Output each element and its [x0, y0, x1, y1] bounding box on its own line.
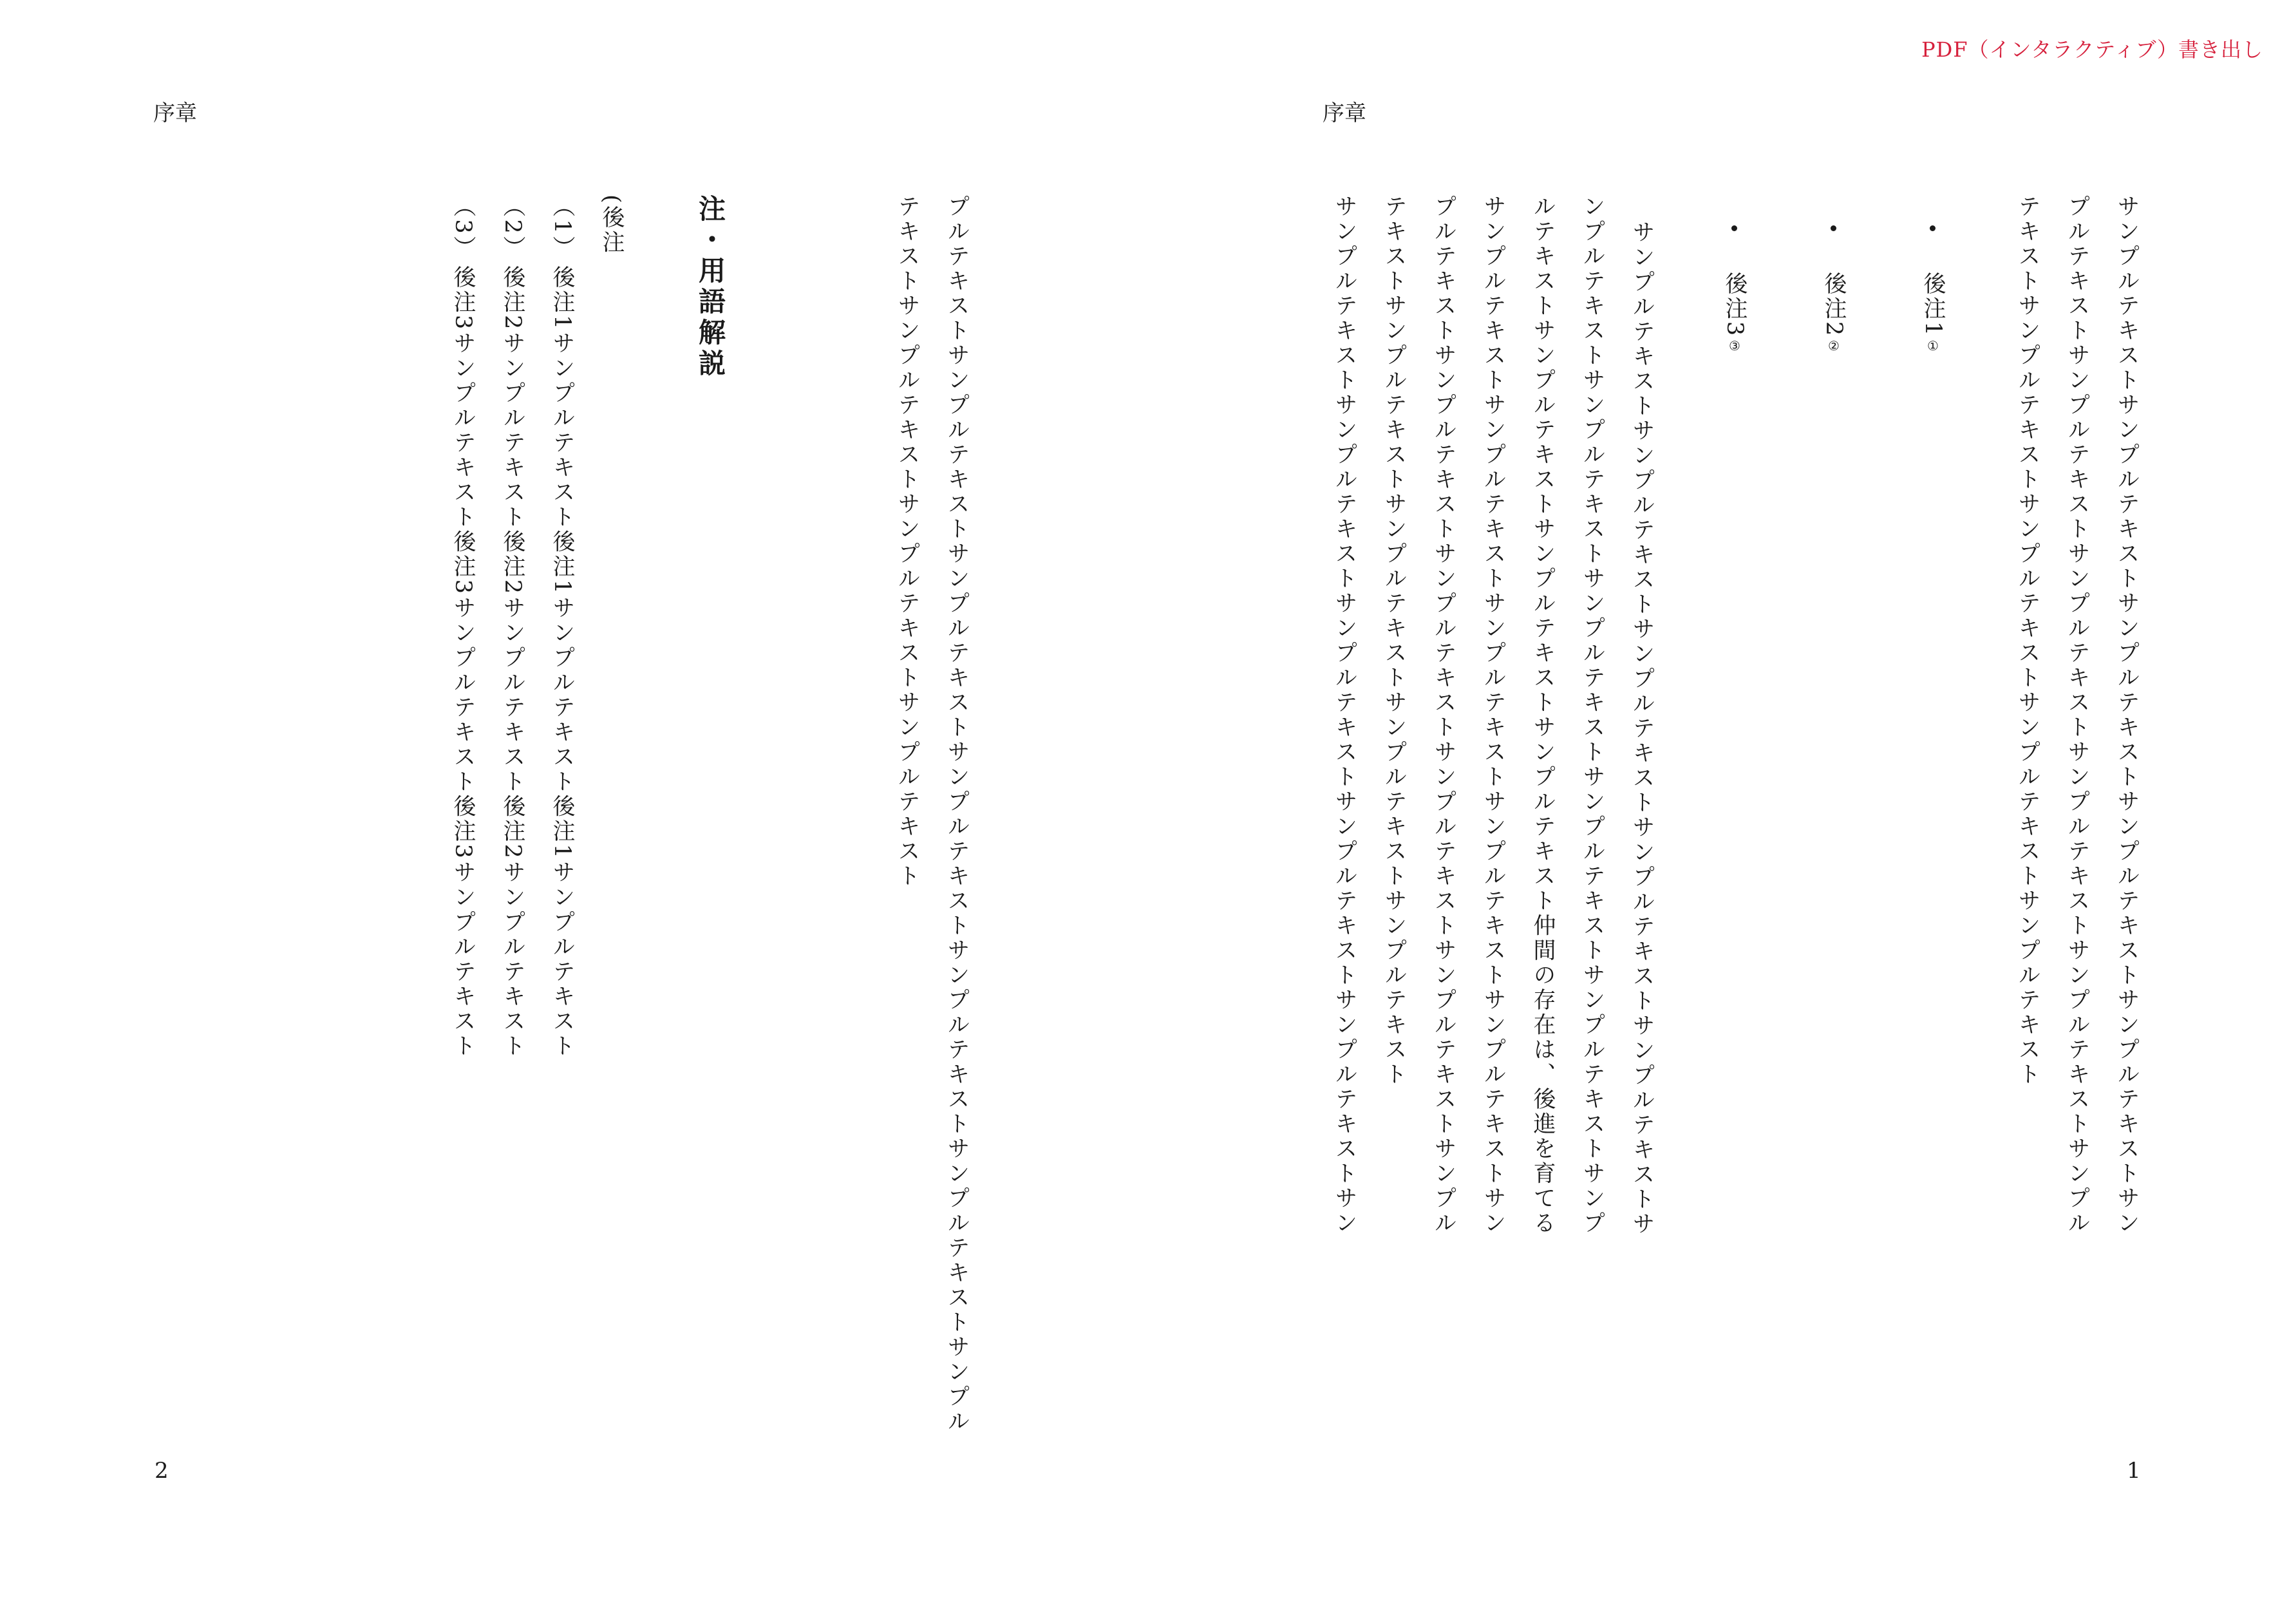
endnote-1-text: 後注1サンプルテキスト後注1サンプルテキスト後注1サンプルテキスト — [549, 265, 575, 1059]
notes-heading: 注・用語解説 — [695, 194, 726, 380]
body-line: テキストサンプルテキストサンプルテキストサンプルテキストサンプルテキスト — [1381, 194, 1407, 1087]
endnote-3-mark: （3） — [450, 194, 476, 261]
list-item-1-text — [1921, 272, 1944, 355]
intro-line: サンプルテキストサンプルテキストサンプルテキストサンプルテキストサンプルテキストサン — [2114, 194, 2140, 1236]
endnote-3-text: 後注3サンプルテキスト後注3サンプルテキスト後注3サンプルテキスト — [450, 265, 476, 1059]
footnote-ref-1[interactable]: ① — [1925, 337, 1941, 356]
page-number-right: 1 — [2127, 1458, 2141, 1484]
body-line: サンプルテキストサンプルテキストサンプルテキストサンプルテキストサンプルテキストサン — [1480, 194, 1506, 1236]
list-item-text: 後注1 — [1920, 272, 1946, 338]
body-line: ルテキストサンプルテキストサンプルテキストサンプルテキスト仲間の存在は、後進を育てる — [1530, 194, 1556, 1236]
body-line: プルテキストサンプルテキストサンプルテキストサンプルテキストサンプルテキストサンプル — [1431, 194, 1456, 1236]
list-item-2-text — [1822, 272, 1845, 355]
endnote-2-mark: （2） — [500, 194, 525, 261]
list-bullet — [1731, 225, 1737, 231]
running-head-left: 序章 — [153, 100, 197, 126]
endnote-2-text: 後注2サンプルテキスト後注2サンプルテキスト後注2サンプルテキスト — [500, 265, 525, 1059]
running-head-right: 序章 — [1323, 100, 1366, 126]
list-item-text: 後注2 — [1821, 272, 1847, 338]
page-number-left: 2 — [155, 1458, 169, 1484]
export-mode-label: PDF（インタラクティブ）書き出し — [1921, 37, 2263, 62]
intro-line: プルテキストサンプルテキストサンプルテキストサンプルテキストサンプルテキストサンプル — [2064, 194, 2090, 1236]
paragraph-line: プルテキストサンプルテキストサンプルテキストサンプルテキストサンプルテキストサンプルテキストサンプル — [944, 194, 970, 1434]
endnote-1-mark: （1） — [549, 194, 575, 261]
footnote-ref-2[interactable]: ② — [1826, 337, 1842, 356]
intro-line: テキストサンプルテキストサンプルテキストサンプルテキストサンプルテキスト — [2015, 194, 2040, 1087]
footnote-ref-3[interactable]: ③ — [1727, 337, 1742, 356]
paragraph-line: テキストサンプルテキストサンプルテキストサンプルテキスト — [894, 194, 920, 889]
body-line: サンプルテキストサンプルテキストサンプルテキストサンプルテキストサンプルテキストサ — [1629, 220, 1655, 1237]
notes-label: (後注 — [599, 194, 625, 256]
list-item-3-text — [1723, 272, 1746, 355]
list-item-text: 後注3 — [1722, 272, 1747, 338]
body-line: サンプルテキストサンプルテキストサンプルテキストサンプルテキストサンプルテキストサン — [1332, 194, 1357, 1236]
body-line: ンプルテキストサンプルテキストサンプルテキストサンプルテキストサンプルテキストサンプ — [1579, 194, 1605, 1236]
list-bullet — [1930, 225, 1936, 231]
list-bullet — [1831, 225, 1836, 231]
